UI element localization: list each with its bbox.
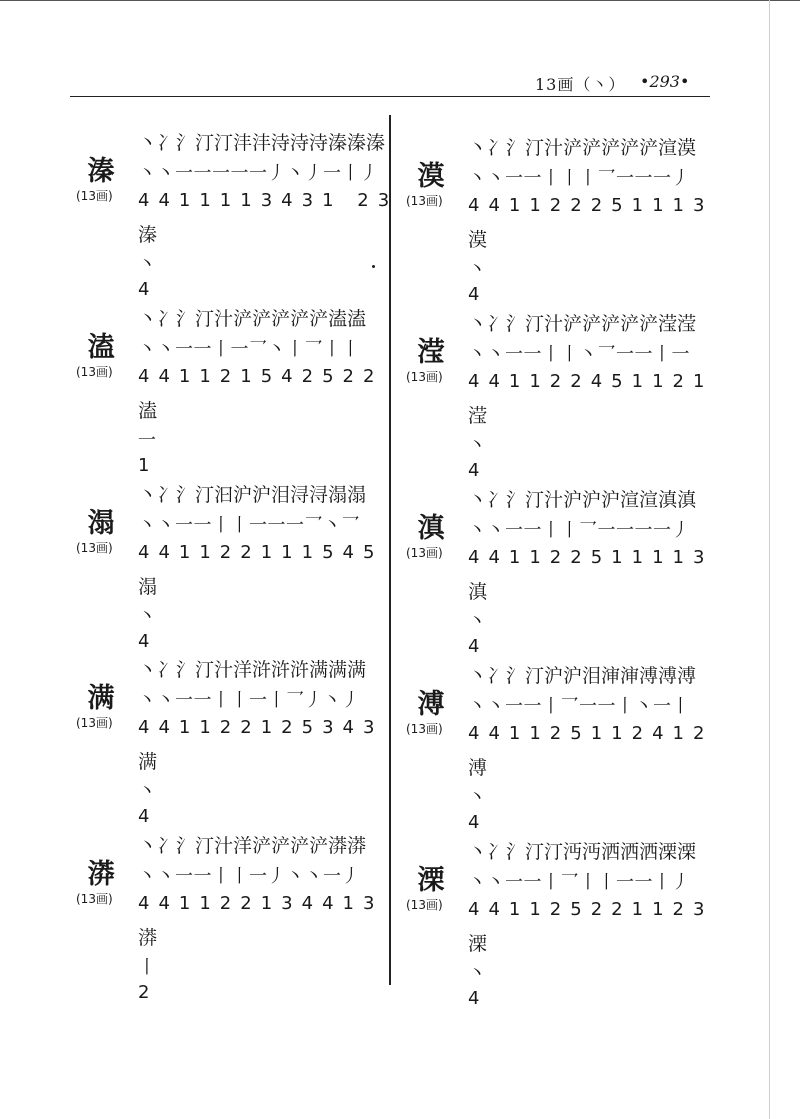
- stroke-count-label: (13画): [406, 370, 443, 384]
- entry-left-4: [70, 659, 400, 832]
- head-character: 溱: [87, 156, 115, 187]
- final-stroke: 丶: [138, 254, 157, 275]
- final-form: 满: [138, 751, 158, 773]
- stroke-count-label: (13画): [406, 546, 443, 560]
- stroke-shapes: 丶丶一一丨丨丶乛一一丨一: [468, 344, 690, 365]
- final-form: 漠: [468, 229, 488, 251]
- final-number: 2: [138, 982, 150, 1003]
- final-stroke: 一: [138, 430, 157, 451]
- final-stroke: 丶: [468, 435, 487, 456]
- page-top-edge: [0, 0, 800, 1]
- stroke-count-label: (13画): [406, 898, 443, 912]
- header-page-number: •293•: [640, 72, 690, 91]
- stroke-count-label: (13画): [76, 365, 113, 379]
- final-form: 滇: [468, 581, 488, 603]
- stroke-shapes: 丶丶一一丨乛丨丨一一丨丿: [468, 872, 690, 893]
- final-form: 溱: [138, 224, 158, 246]
- stroke-sequence-forms: 丶冫氵汀汩沪沪泪浔浔溻溻: [138, 484, 367, 506]
- final-form: 滢: [468, 405, 488, 427]
- stroke-count-label: (13画): [406, 194, 443, 208]
- final-number: 1: [138, 455, 150, 476]
- stroke-sequence-forms: 丶冫氵汀汁沪沪沪渲渲滇滇: [468, 489, 697, 511]
- stroke-numbers: 441122451121: [468, 371, 714, 392]
- stroke-count-label: (13画): [76, 189, 113, 203]
- entry-left-1: [70, 132, 400, 305]
- stroke-count-label: (13画): [76, 892, 113, 906]
- stroke-numbers: 441121542522: [138, 366, 384, 387]
- entry-right-5: [400, 841, 730, 1014]
- head-character: 溧: [417, 865, 445, 896]
- final-number: 4: [468, 460, 480, 481]
- head-character: 满: [87, 683, 115, 714]
- stroke-numbers: 441122251113: [468, 195, 714, 216]
- head-character: 溻: [87, 508, 115, 539]
- final-number: 4: [138, 631, 150, 652]
- header-section-label: 13画（丶）: [535, 75, 626, 94]
- stroke-numbers: 441125221123: [468, 899, 714, 920]
- entry-right-1: [400, 137, 730, 310]
- stroke-shapes: 丶丶一一丨丨一丿丶丶一丿: [138, 866, 360, 887]
- final-number: 4: [138, 279, 150, 300]
- final-stroke: 丶: [138, 606, 157, 627]
- final-form: 溧: [468, 933, 488, 955]
- stroke-shapes: 丶丶一一丨丨一一一乛丶乛: [138, 515, 360, 536]
- header-rule: [70, 96, 710, 97]
- stroke-shapes: 丶丶一一丨一乛丶丨乛丨丨: [138, 339, 360, 360]
- stroke-count-label: (13画): [406, 722, 443, 736]
- entry-left-3: [70, 484, 400, 657]
- final-stroke: 丶: [468, 787, 487, 808]
- stroke-sequence-forms: 丶冫氵汀汁浐浐浐浐浐滢滢: [468, 313, 697, 335]
- final-number: 4: [468, 988, 480, 1009]
- final-stroke: 丨: [138, 957, 157, 978]
- final-number: 4: [468, 284, 480, 305]
- final-number: 4: [468, 636, 480, 657]
- stroke-shapes: 丶丶一一丨乛一一丨丶一丨: [468, 696, 690, 717]
- final-stroke: 丶: [468, 259, 487, 280]
- final-form: 溥: [468, 757, 488, 779]
- final-form: 溘: [138, 400, 158, 422]
- stroke-sequence-forms: 丶冫氵汀汁洋浒浒浒满满满: [138, 659, 367, 681]
- head-character: 漠: [417, 161, 445, 192]
- head-character: 溘: [87, 332, 115, 363]
- stroke-numbers: 441122125343: [138, 717, 384, 738]
- stroke-sequence-forms: 丶冫氵汀汁浐浐浐浐浐溘溘: [138, 308, 367, 330]
- stroke-shapes: 丶丶一一丨丨乛一一一一丿: [468, 520, 690, 541]
- stroke-count-label: (13画): [76, 541, 113, 555]
- final-stroke: 丶: [468, 611, 487, 632]
- head-character: 滢: [417, 337, 445, 368]
- entry-left-2: [70, 308, 400, 481]
- final-number: 4: [468, 812, 480, 833]
- stroke-sequence-forms: 丶冫氵汀沪沪泪渖渖溥溥溥: [468, 665, 697, 687]
- head-character: 溥: [417, 689, 445, 720]
- head-character: 漭: [87, 859, 115, 890]
- stroke-numbers: 441122511113: [468, 547, 714, 568]
- entry-right-2: [400, 313, 730, 486]
- stroke-numbers: 441122111545: [138, 542, 384, 563]
- stroke-shapes: 丶丶一一丨丨丨乛一一一丿: [468, 168, 690, 189]
- stroke-shapes: 丶丶一一一一一丿丶丿一丨丿: [138, 163, 379, 184]
- final-form: 漭: [138, 927, 158, 949]
- stroke-sequence-forms: 丶冫氵汀汁浐浐浐浐浐渲漠: [468, 137, 697, 159]
- stroke-numbers: 441125112412: [468, 723, 714, 744]
- entry-left-5: [70, 835, 400, 1008]
- head-character: 滇: [417, 513, 445, 544]
- entry-right-4: [400, 665, 730, 838]
- entry-right-3: [400, 489, 730, 662]
- stroke-sequence-forms: 丶冫氵汀汀沣沣洔洔洔溱溱溱: [138, 132, 386, 154]
- stroke-numbers: 4411113431 23: [138, 190, 399, 211]
- page-right-edge: [769, 0, 770, 1119]
- stroke-numbers: 441122134413: [138, 893, 384, 914]
- final-number: 4: [138, 806, 150, 827]
- stroke-shapes: 丶丶一一丨丨一丨乛丿丶丿: [138, 690, 360, 711]
- final-form: 溻: [138, 576, 158, 598]
- stroke-sequence-forms: 丶冫氵汀汀沔沔洒洒洒溧溧: [468, 841, 697, 863]
- final-stroke: 丶: [468, 963, 487, 984]
- stroke-count-label: (13画): [76, 716, 113, 730]
- stroke-sequence-forms: 丶冫氵汀汁洋浐浐浐浐漭漭: [138, 835, 367, 857]
- final-stroke: 丶: [138, 781, 157, 802]
